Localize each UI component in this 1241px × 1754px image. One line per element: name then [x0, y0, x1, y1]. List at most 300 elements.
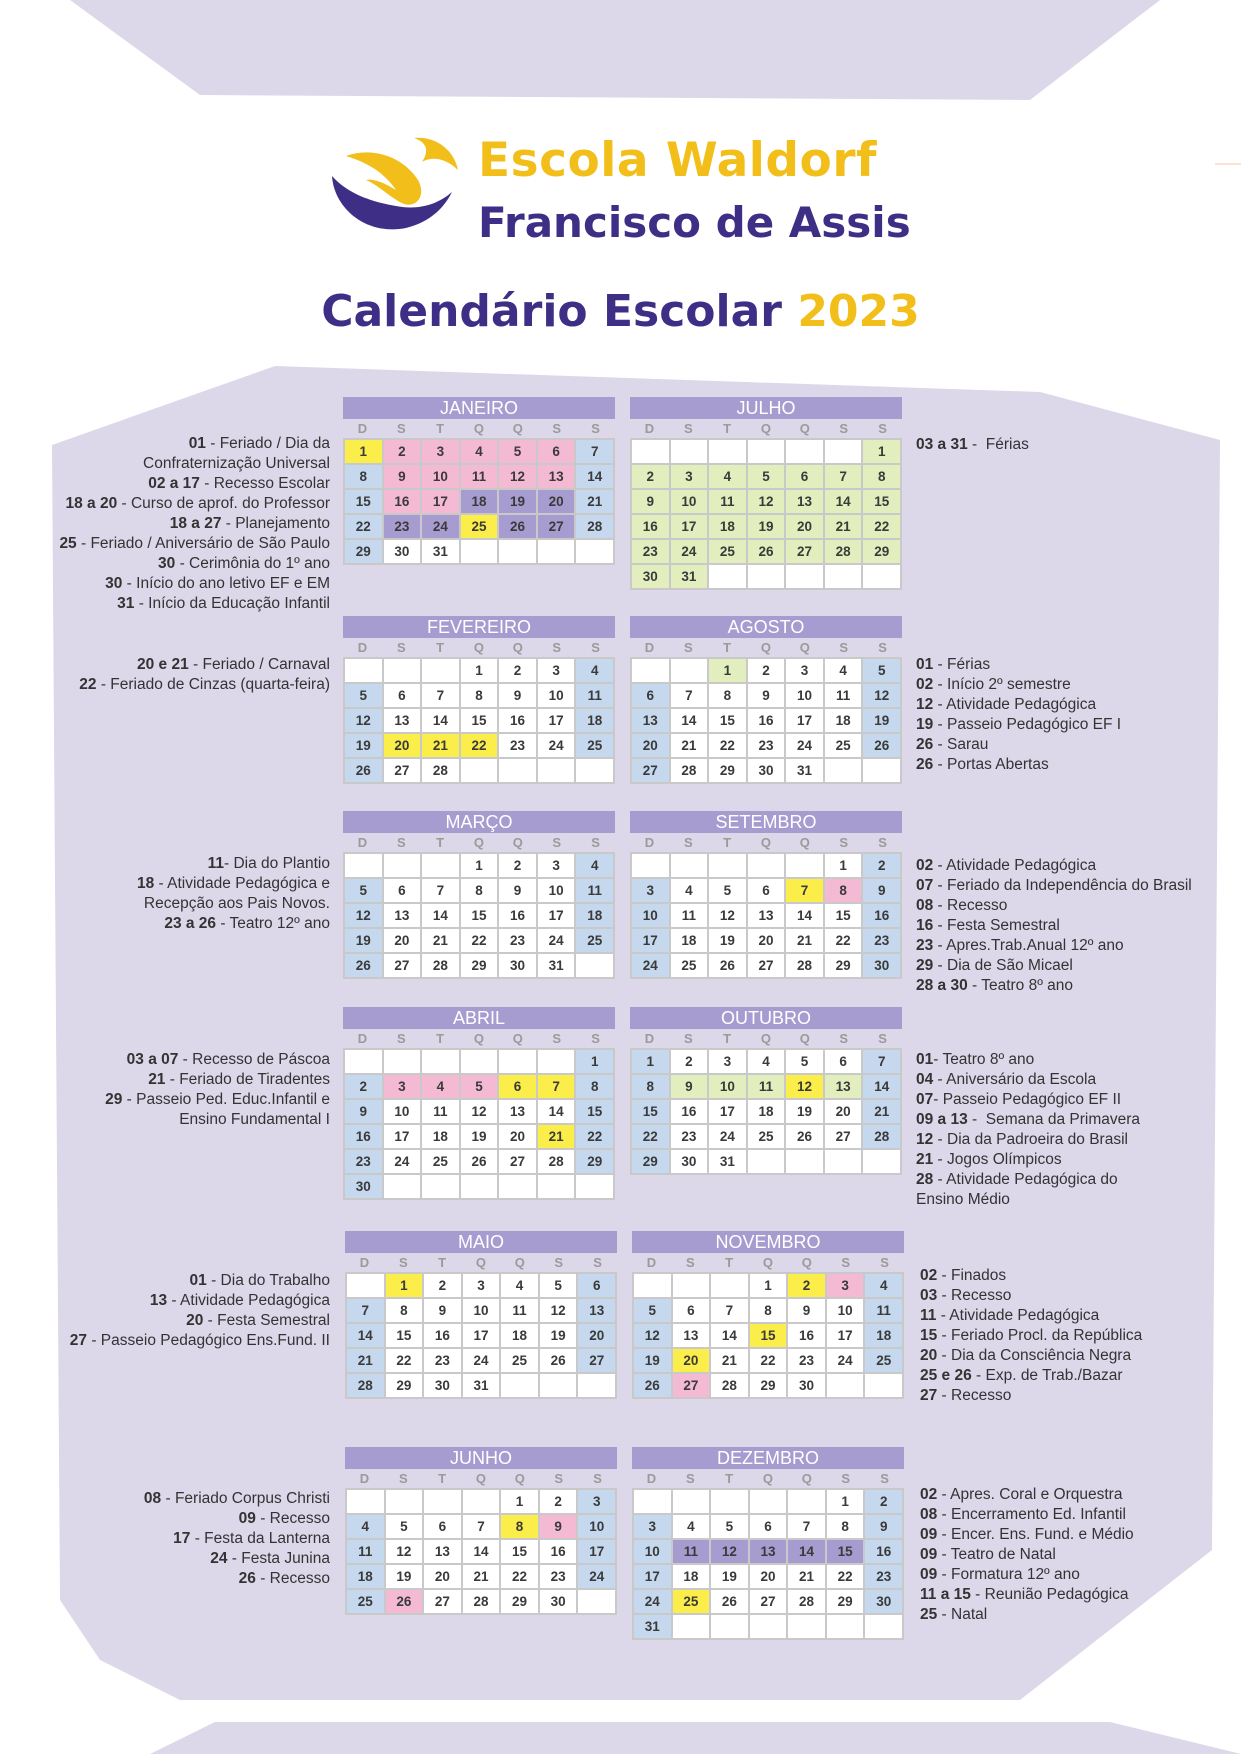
- day-cell: 24: [578, 1565, 615, 1588]
- day-cell: 23: [632, 540, 669, 563]
- day-cell: 20: [750, 1565, 787, 1588]
- day-cell: 6: [786, 465, 823, 488]
- note-date: 20 e 21: [137, 656, 189, 673]
- empty-cell: [671, 854, 708, 877]
- day-cell: 17: [422, 490, 459, 513]
- day-cell: 29: [461, 954, 498, 977]
- empty-cell: [709, 854, 746, 877]
- note-line: [920, 1266, 1142, 1286]
- day-cell: 31: [709, 1150, 746, 1173]
- note-text: - Festa Semestral: [933, 917, 1060, 934]
- note-date: 07: [916, 1091, 934, 1108]
- note-text: - Feriado / Dia da: [205, 435, 330, 452]
- day-cell: 27: [538, 515, 575, 538]
- day-cell: 31: [671, 565, 708, 588]
- month-grid: [632, 1272, 904, 1399]
- weekday-label: Q: [801, 1255, 812, 1270]
- day-cell: 20: [786, 515, 823, 538]
- note-line: [137, 894, 330, 914]
- day-cell: 4: [865, 1274, 902, 1297]
- note-line: [105, 1070, 330, 1090]
- empty-cell: [788, 1615, 825, 1638]
- empty-cell: [825, 759, 862, 782]
- note-date: 23 a 26: [164, 915, 217, 932]
- day-cell: 25: [576, 734, 613, 757]
- weekday-label: S: [396, 1031, 406, 1046]
- day-cell: 13: [673, 1324, 710, 1347]
- weekday-label: Q: [799, 640, 810, 655]
- page-title: [0, 286, 1241, 337]
- day-cell: 27: [673, 1374, 710, 1397]
- day-cell: 12: [786, 1075, 823, 1098]
- note-text: - Início 2º semestre: [933, 676, 1071, 693]
- day-cell: 29: [709, 759, 746, 782]
- note-date: 09: [238, 1510, 256, 1527]
- day-cell: 28: [671, 759, 708, 782]
- day-cell: 4: [461, 440, 498, 463]
- note-date: 12: [916, 1131, 934, 1148]
- day-cell: 30: [748, 759, 785, 782]
- empty-cell: [673, 1274, 710, 1297]
- weekday-label: Q: [473, 640, 485, 655]
- empty-cell: [499, 1050, 536, 1073]
- month-grid: [343, 657, 615, 784]
- note-date: 18 a 27: [169, 515, 222, 532]
- month-header: DEZEMBRO: [632, 1447, 904, 1469]
- day-cell: 22: [461, 734, 498, 757]
- day-cell: 29: [863, 540, 900, 563]
- day-cell: 16: [788, 1324, 825, 1347]
- day-cell: 14: [576, 465, 613, 488]
- day-cell: 27: [825, 1125, 862, 1148]
- day-cell: 24: [632, 954, 669, 977]
- day-cell: 23: [865, 1565, 902, 1588]
- empty-cell: [384, 1175, 421, 1198]
- day-cell: 2: [540, 1490, 577, 1513]
- note-line: [920, 1286, 1142, 1306]
- day-cell: 7: [347, 1299, 384, 1322]
- day-cell: 4: [422, 1075, 459, 1098]
- empty-cell: [578, 1590, 615, 1613]
- day-cell: 13: [499, 1100, 536, 1123]
- note-date: 02: [916, 857, 934, 874]
- empty-cell: [788, 1490, 825, 1513]
- day-cell: 18: [673, 1565, 710, 1588]
- day-cell: 11: [671, 904, 708, 927]
- day-cell: 11: [576, 879, 613, 902]
- note-text: Confraternização Universal: [143, 455, 330, 472]
- note-text: - Teatro de Natal: [937, 1546, 1056, 1563]
- day-cell: 4: [671, 879, 708, 902]
- day-cell: 25: [461, 515, 498, 538]
- note-text: - Festa da Lanterna: [190, 1530, 330, 1547]
- day-cell: 19: [540, 1324, 577, 1347]
- note-text: Recepção aos Pais Novos.: [143, 895, 330, 912]
- notes-fev: [79, 655, 330, 695]
- empty-cell: [422, 1175, 459, 1198]
- weekday-label: S: [878, 421, 887, 436]
- note-line: [920, 1505, 1134, 1525]
- day-cell: 28: [788, 1590, 825, 1613]
- weekday-label: S: [554, 1471, 564, 1486]
- day-cell: 4: [673, 1515, 710, 1538]
- day-cell: 28: [786, 954, 823, 977]
- note-line: [916, 1150, 1140, 1170]
- month-header: AGOSTO: [630, 616, 902, 638]
- empty-cell: [632, 854, 669, 877]
- notes-abr: [105, 1050, 330, 1130]
- day-cell: 3: [827, 1274, 864, 1297]
- weekday-label: D: [644, 421, 655, 436]
- weekday-row: [630, 638, 902, 657]
- note-text: - Recesso: [937, 1387, 1012, 1404]
- day-cell: 13: [424, 1540, 461, 1563]
- month-mar: [343, 811, 615, 979]
- note-date: 03 a 07: [126, 1051, 179, 1068]
- day-cell: 31: [463, 1374, 500, 1397]
- note-line: [916, 755, 1121, 775]
- day-cell: 16: [863, 904, 900, 927]
- day-cell: 23: [499, 929, 536, 952]
- note-text: - Curso de aprof. do Professor: [117, 495, 330, 512]
- weekday-label: S: [880, 1471, 889, 1486]
- day-cell: 27: [750, 1590, 787, 1613]
- note-text: - Feriado de Tiradentes: [165, 1071, 330, 1088]
- day-cell: 9: [863, 879, 900, 902]
- note-text: - Férias: [933, 656, 991, 673]
- empty-cell: [384, 854, 421, 877]
- weekday-label: D: [644, 1031, 655, 1046]
- note-line: [79, 675, 330, 695]
- day-cell: 28: [576, 515, 613, 538]
- empty-cell: [711, 1615, 748, 1638]
- day-cell: 25: [347, 1590, 384, 1613]
- empty-cell: [825, 565, 862, 588]
- note-date: 08: [920, 1506, 938, 1523]
- empty-cell: [709, 440, 746, 463]
- note-text: - Natal: [937, 1606, 988, 1623]
- note-date: 21: [148, 1071, 166, 1088]
- empty-cell: [786, 440, 823, 463]
- note-text: - Recesso de Páscoa: [178, 1051, 330, 1068]
- day-cell: 14: [788, 1540, 825, 1563]
- day-cell: 26: [345, 759, 382, 782]
- day-cell: 16: [748, 709, 785, 732]
- day-cell: 18: [865, 1324, 902, 1347]
- note-line: [144, 1509, 330, 1529]
- day-cell: 15: [825, 904, 862, 927]
- weekday-label: S: [878, 835, 887, 850]
- title-year: 2023: [797, 286, 920, 337]
- note-date: 22: [79, 676, 97, 693]
- day-cell: 12: [461, 1100, 498, 1123]
- note-line: [59, 534, 330, 554]
- day-cell: 20: [825, 1100, 862, 1123]
- note-text: - Sarau: [933, 736, 989, 753]
- empty-cell: [538, 1175, 575, 1198]
- day-cell: 5: [461, 1075, 498, 1098]
- weekday-label: Q: [512, 1031, 523, 1046]
- empty-cell: [786, 565, 823, 588]
- day-cell: 28: [463, 1590, 500, 1613]
- note-text: - Dia do Plantio: [224, 855, 330, 872]
- day-cell: 18: [576, 904, 613, 927]
- empty-cell: [634, 1274, 671, 1297]
- day-cell: 17: [632, 929, 669, 952]
- note-line: [916, 1110, 1140, 1130]
- day-cell: 23: [788, 1349, 825, 1372]
- note-text: - Início do ano letivo EF e EM: [122, 575, 330, 592]
- weekday-label: S: [591, 421, 600, 436]
- day-cell: 19: [748, 515, 785, 538]
- note-line: [916, 956, 1192, 976]
- day-cell: 6: [632, 684, 669, 707]
- empty-cell: [750, 1490, 787, 1513]
- empty-cell: [499, 759, 536, 782]
- day-cell: 4: [576, 854, 613, 877]
- day-cell: 3: [709, 1050, 746, 1073]
- day-cell: 1: [827, 1490, 864, 1513]
- day-cell: 12: [540, 1299, 577, 1322]
- day-cell: 14: [422, 904, 459, 927]
- day-cell: 2: [345, 1075, 382, 1098]
- day-cell: 5: [634, 1299, 671, 1322]
- day-cell: 9: [499, 684, 536, 707]
- day-cell: 5: [499, 440, 536, 463]
- dove-hands-icon: [326, 128, 466, 248]
- day-cell: 10: [538, 879, 575, 902]
- day-cell: 10: [632, 904, 669, 927]
- note-date: 29: [916, 957, 934, 974]
- empty-cell: [461, 1175, 498, 1198]
- weekday-label: S: [683, 1031, 693, 1046]
- empty-cell: [576, 954, 613, 977]
- empty-cell: [538, 759, 575, 782]
- day-cell: 25: [576, 929, 613, 952]
- day-cell: 4: [576, 659, 613, 682]
- month-grid: [343, 438, 615, 565]
- note-text: - Portas Abertas: [933, 756, 1049, 773]
- day-cell: 19: [711, 1565, 748, 1588]
- weekday-label: S: [398, 1471, 408, 1486]
- notes-out: [916, 1050, 1140, 1210]
- day-cell: 15: [632, 1100, 669, 1123]
- day-cell: 17: [671, 515, 708, 538]
- empty-cell: [386, 1490, 423, 1513]
- weekday-label: S: [593, 1255, 602, 1270]
- month-grid: [343, 1048, 615, 1200]
- month-nov: [632, 1231, 904, 1399]
- day-cell: 12: [499, 465, 536, 488]
- empty-cell: [671, 659, 708, 682]
- day-cell: 30: [863, 954, 900, 977]
- day-cell: 14: [463, 1540, 500, 1563]
- school-name-line1: Escola Waldorf: [478, 133, 877, 188]
- note-line: [916, 896, 1192, 916]
- note-line: [916, 675, 1121, 695]
- day-cell: 17: [827, 1324, 864, 1347]
- day-cell: 9: [748, 684, 785, 707]
- note-text: - Passeio Pedagógico EF I: [933, 716, 1122, 733]
- empty-cell: [632, 440, 669, 463]
- day-cell: 8: [576, 1075, 613, 1098]
- day-cell: 3: [634, 1515, 671, 1538]
- note-line: [916, 1070, 1140, 1090]
- note-line: [70, 1311, 330, 1331]
- weekday-label: T: [725, 1471, 734, 1486]
- empty-cell: [748, 854, 785, 877]
- empty-cell: [384, 659, 421, 682]
- note-text: - Feriado Corpus Christi: [161, 1490, 330, 1507]
- day-cell: 24: [786, 734, 823, 757]
- note-text: - Formatura 12º ano: [937, 1566, 1080, 1583]
- note-line: [920, 1306, 1142, 1326]
- day-cell: 8: [827, 1515, 864, 1538]
- weekday-label: Q: [475, 1255, 487, 1270]
- weekday-label: D: [357, 1031, 368, 1046]
- month-ago: [630, 616, 902, 784]
- day-cell: 1: [461, 659, 498, 682]
- day-cell: 13: [538, 465, 575, 488]
- day-cell: 7: [463, 1515, 500, 1538]
- empty-cell: [865, 1374, 902, 1397]
- day-cell: 5: [748, 465, 785, 488]
- note-date: 11: [920, 1307, 937, 1324]
- weekday-label: Q: [799, 421, 810, 436]
- note-date: 26: [916, 736, 934, 753]
- weekday-label: S: [591, 1031, 600, 1046]
- note-line: [144, 1529, 330, 1549]
- month-set: [630, 811, 902, 979]
- day-cell: 6: [538, 440, 575, 463]
- note-date: 02: [920, 1267, 938, 1284]
- day-cell: 18: [671, 929, 708, 952]
- day-cell: 29: [345, 540, 382, 563]
- empty-cell: [463, 1490, 500, 1513]
- note-date: 19: [916, 716, 934, 733]
- day-cell: 24: [538, 929, 575, 952]
- note-date: 18 a 20: [65, 495, 118, 512]
- note-text: - Recesso: [937, 1287, 1012, 1304]
- day-cell: 6: [384, 684, 421, 707]
- day-cell: 2: [671, 1050, 708, 1073]
- day-cell: 22: [709, 734, 746, 757]
- weekday-label: Q: [512, 421, 523, 436]
- day-cell: 4: [709, 465, 746, 488]
- month-grid: [632, 1488, 904, 1640]
- day-cell: 28: [347, 1374, 384, 1397]
- day-cell: 11: [422, 1100, 459, 1123]
- note-date: 09: [920, 1526, 938, 1543]
- note-date: 01: [188, 435, 206, 452]
- note-line: [144, 1549, 330, 1569]
- note-line: [79, 655, 330, 675]
- day-cell: 15: [386, 1324, 423, 1347]
- day-cell: 15: [576, 1100, 613, 1123]
- day-cell: 10: [384, 1100, 421, 1123]
- day-cell: 3: [463, 1274, 500, 1297]
- day-cell: 12: [709, 904, 746, 927]
- note-date: 01: [916, 656, 934, 673]
- weekday-label: D: [644, 835, 655, 850]
- day-cell: 29: [827, 1590, 864, 1613]
- day-cell: 15: [461, 904, 498, 927]
- day-cell: 20: [424, 1565, 461, 1588]
- weekday-label: Q: [760, 421, 772, 436]
- day-cell: 10: [786, 684, 823, 707]
- weekday-label: T: [723, 421, 732, 436]
- note-line: [920, 1366, 1142, 1386]
- note-text: - Reunião Pedagógica: [970, 1586, 1129, 1603]
- note-date: 28 a 30: [916, 977, 968, 994]
- empty-cell: [825, 1150, 862, 1173]
- day-cell: 26: [345, 954, 382, 977]
- day-cell: 27: [384, 759, 421, 782]
- day-cell: 1: [461, 854, 498, 877]
- day-cell: 4: [501, 1274, 538, 1297]
- day-cell: 4: [825, 659, 862, 682]
- note-text: Ensino Médio: [916, 1191, 1010, 1208]
- day-cell: 25: [748, 1125, 785, 1148]
- day-cell: 5: [345, 684, 382, 707]
- weekday-row: [343, 419, 615, 438]
- day-cell: 18: [501, 1324, 538, 1347]
- day-cell: 18: [709, 515, 746, 538]
- day-cell: 25: [501, 1349, 538, 1372]
- weekday-label: S: [552, 835, 562, 850]
- month-jan: [343, 397, 615, 565]
- note-date: 09: [920, 1566, 938, 1583]
- empty-cell: [499, 540, 536, 563]
- day-cell: 4: [748, 1050, 785, 1073]
- day-cell: 24: [671, 540, 708, 563]
- day-cell: 11: [461, 465, 498, 488]
- note-date: 04: [916, 1071, 934, 1088]
- weekday-label: Q: [473, 421, 485, 436]
- note-line: [916, 976, 1192, 996]
- note-date: 31: [117, 595, 135, 612]
- weekday-row: [343, 1029, 615, 1048]
- day-cell: 11: [865, 1299, 902, 1322]
- weekday-label: D: [357, 835, 368, 850]
- day-cell: 23: [863, 929, 900, 952]
- weekday-label: S: [683, 421, 693, 436]
- note-line: [920, 1485, 1134, 1505]
- weekday-label: S: [878, 640, 887, 655]
- day-cell: 16: [384, 490, 421, 513]
- note-line: [916, 1090, 1140, 1110]
- note-date: 21: [916, 1151, 934, 1168]
- day-cell: 13: [384, 709, 421, 732]
- note-date: 08: [916, 897, 934, 914]
- day-cell: 14: [347, 1324, 384, 1347]
- day-cell: 8: [632, 1075, 669, 1098]
- day-cell: 26: [461, 1150, 498, 1173]
- note-date: 09 a 13: [916, 1111, 968, 1128]
- weekday-label: Q: [801, 1471, 812, 1486]
- weekday-label: Q: [473, 1031, 485, 1046]
- day-cell: 5: [863, 659, 900, 682]
- day-cell: 10: [671, 490, 708, 513]
- day-cell: 8: [501, 1515, 538, 1538]
- note-text: - Dia da Consciência Negra: [937, 1347, 1132, 1364]
- day-cell: 19: [634, 1349, 671, 1372]
- weekday-label: S: [396, 640, 406, 655]
- note-date: 25 e 26: [920, 1367, 972, 1384]
- day-cell: 18: [461, 490, 498, 513]
- weekday-label: T: [725, 1255, 734, 1270]
- day-cell: 14: [711, 1324, 748, 1347]
